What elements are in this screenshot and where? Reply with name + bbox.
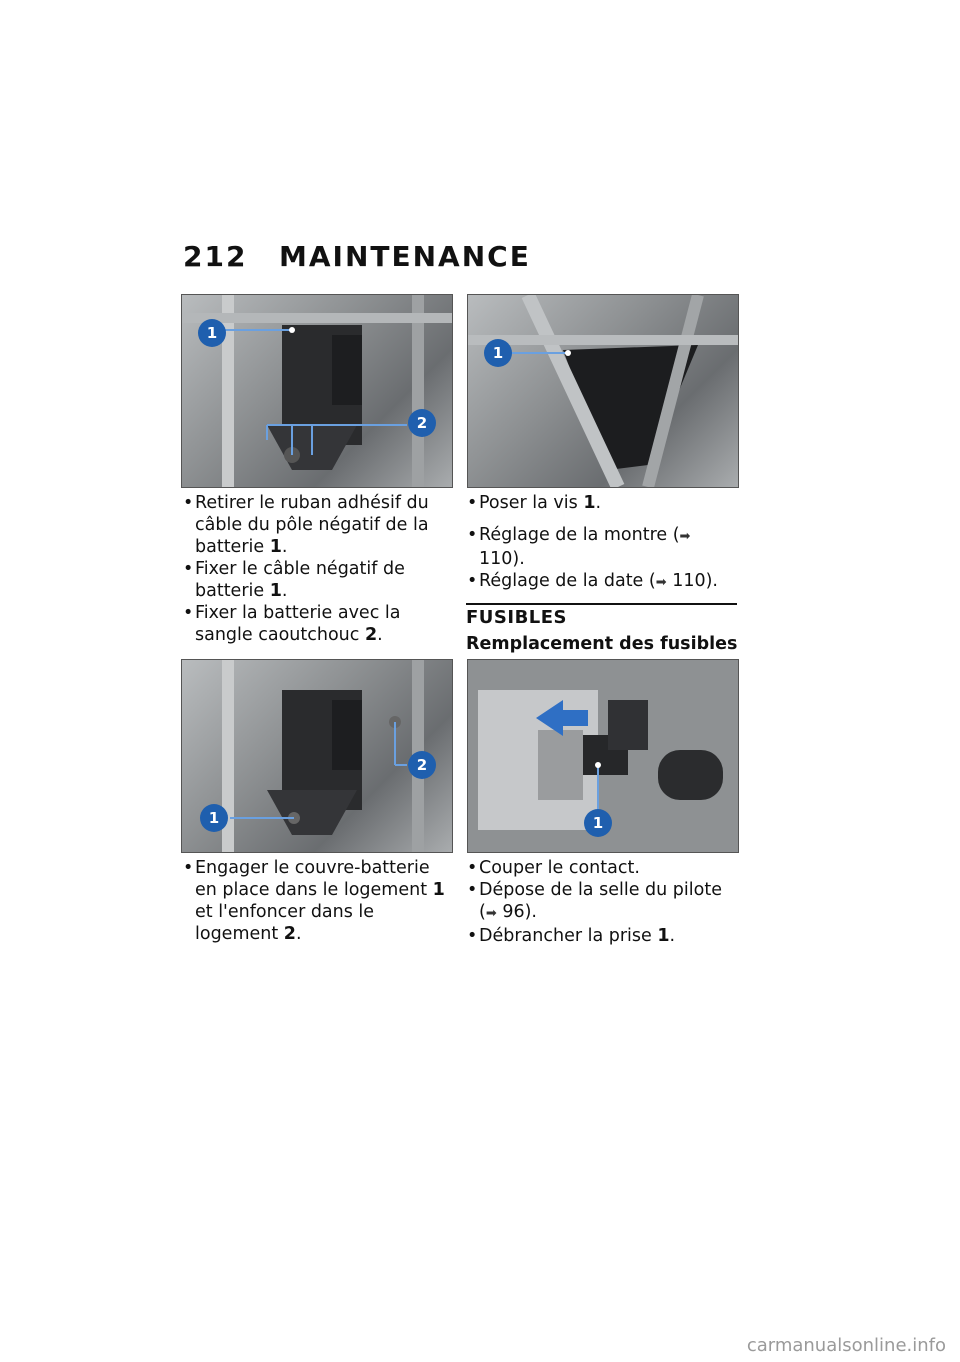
- photo-battery-strap: [181, 294, 453, 488]
- list-item: • Poser la vis 1.: [467, 492, 737, 514]
- photo3-label-2: 2: [416, 756, 428, 774]
- page-number: 212: [183, 240, 248, 273]
- list-item: • Réglage de la montre (➡ 110).: [467, 524, 737, 570]
- right-steps-2: [467, 857, 737, 947]
- photo-fuse-plug: [467, 659, 739, 853]
- list-item: • Couper le contact.: [467, 857, 737, 879]
- photo1-label-1: 1: [206, 324, 218, 342]
- photo3-label-1: 1: [208, 809, 220, 827]
- photo-battery-cover-drawing: [182, 660, 452, 852]
- list-item: • Fixer la batterie avec la sangle caoutchouc 2.: [183, 602, 445, 646]
- photo1-label-2: 2: [416, 414, 428, 432]
- page-header: [183, 240, 531, 273]
- photo-fuse-plug-drawing: [468, 660, 738, 852]
- section-divider: [466, 603, 737, 605]
- page-reference-arrow-icon: ➡: [485, 906, 497, 921]
- list-item: • Débrancher la prise 1.: [467, 925, 737, 947]
- right-steps-1: [467, 492, 737, 594]
- left-steps-1: [183, 492, 445, 646]
- photo-cover-screw-drawing: [468, 295, 738, 487]
- section-title: FUSIBLES: [466, 607, 568, 628]
- list-item: • Dépose de la selle du pilote (➡ 96).: [467, 879, 737, 925]
- list-item: • Retirer le ruban adhésif du câble du pôle négatif de la batterie 1.: [183, 492, 445, 558]
- watermark: carmanualsonline.info: [746, 1335, 946, 1356]
- left-steps-2: [183, 857, 445, 945]
- list-item: • Réglage de la date (➡ 110).: [467, 570, 737, 594]
- list-item: • Engager le couvre-batterie en place dans le logement 1 et l'enfoncer dans le logement 2.: [183, 857, 445, 945]
- photo-cover-screw: [467, 294, 739, 488]
- page-title: MAINTENANCE: [279, 240, 531, 273]
- page-reference-arrow-icon: ➡: [655, 575, 667, 590]
- photo2-label-1: 1: [492, 344, 504, 362]
- photo-battery-cover: [181, 659, 453, 853]
- list-item: • Fixer le câble négatif de batterie 1.: [183, 558, 445, 602]
- section-subtitle: Remplacement des fusibles: [466, 634, 738, 654]
- photo-battery-strap-drawing: [182, 295, 452, 487]
- photo4-label-1: 1: [592, 814, 604, 832]
- page-reference-arrow-icon: ➡: [679, 529, 691, 544]
